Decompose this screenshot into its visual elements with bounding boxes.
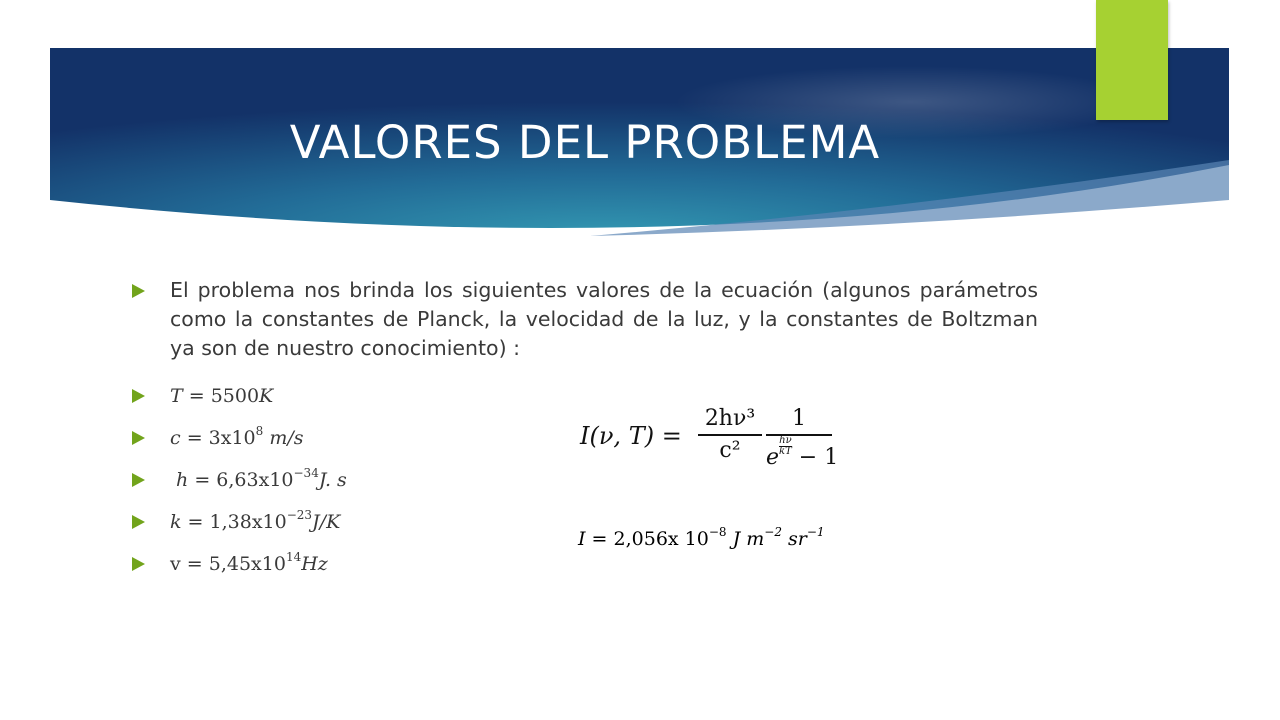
v-unit: Hz: [301, 553, 328, 575]
intro-bullet: [132, 276, 1038, 363]
bullet-arrow-icon: [132, 431, 145, 445]
temperature-unit: K: [259, 385, 274, 407]
result-unit-j-exponent: −2: [764, 524, 782, 539]
intro-text: El problema nos brinda los siguientes valores de la ecuación (algunos parámetros como la constantes de Planck, la velocidad de la luz, y la constantes de Boltzman ya son de nuestro conocimiento) :: [170, 278, 1038, 360]
k-exponent: −23: [286, 507, 313, 522]
k-equals: =: [181, 511, 210, 533]
c-equals: =: [180, 427, 209, 449]
accent-tab: [1096, 0, 1168, 120]
formula-numerator: 2hν³: [704, 406, 756, 431]
formula-minus-one: − 1: [798, 444, 839, 470]
formula-first-fraction: [698, 404, 762, 466]
formula-exponent: [779, 436, 792, 457]
h-symbol: h: [176, 469, 189, 491]
result-unit-j: J m: [726, 528, 765, 550]
formula-exp-base: e: [766, 444, 780, 470]
c-mantissa: 3x10: [208, 427, 256, 449]
h-unit: J. s: [318, 469, 347, 491]
formula-one: 1: [792, 406, 806, 431]
formula-lhs: I(ν, T) =: [580, 422, 682, 450]
result-unit-sr-exponent: −1: [806, 524, 825, 539]
v-mantissa: 5,45x10: [208, 553, 286, 575]
bullet-arrow-icon: [132, 284, 145, 298]
formula-second-fraction: [766, 404, 839, 473]
formula-exp-num: hν: [779, 434, 792, 446]
result-unit-sr: sr: [781, 528, 807, 550]
bullet-arrow-icon: [132, 473, 145, 487]
temperature-equals: =: [182, 385, 211, 407]
bullet-arrow-icon: [132, 515, 145, 529]
v-exponent: 14: [285, 549, 302, 564]
k-unit: J/K: [312, 511, 341, 533]
temperature-value: 5500: [210, 385, 260, 407]
k-mantissa: 1,38x10: [209, 511, 287, 533]
h-mantissa: 6,63x10: [216, 469, 294, 491]
c-exponent: 8: [255, 423, 264, 438]
c-symbol: c: [170, 427, 181, 449]
result-symbol: I: [578, 528, 586, 550]
bullet-arrow-icon: [132, 389, 145, 403]
formula-exp-denominator: [766, 434, 839, 473]
planck-formula: [580, 400, 839, 472]
slide-title: VALORES DEL PROBLEMA: [289, 116, 881, 169]
result-equals: =: [585, 528, 614, 550]
h-exponent: −34: [293, 465, 319, 480]
formula-denominator: c²: [719, 437, 741, 463]
result-exponent: −8: [708, 524, 727, 539]
c-unit: m/s: [263, 427, 304, 449]
formula-exp-den: kT: [779, 445, 792, 457]
k-symbol: k: [170, 511, 182, 533]
bullet-arrow-icon: [132, 557, 145, 571]
v-symbol: v: [170, 553, 181, 575]
v-equals: =: [180, 553, 209, 575]
result-mantissa: 2,056x 10: [613, 528, 709, 550]
result-equation: [578, 524, 825, 550]
h-equals: =: [188, 469, 217, 491]
temperature-symbol: T: [170, 385, 183, 407]
